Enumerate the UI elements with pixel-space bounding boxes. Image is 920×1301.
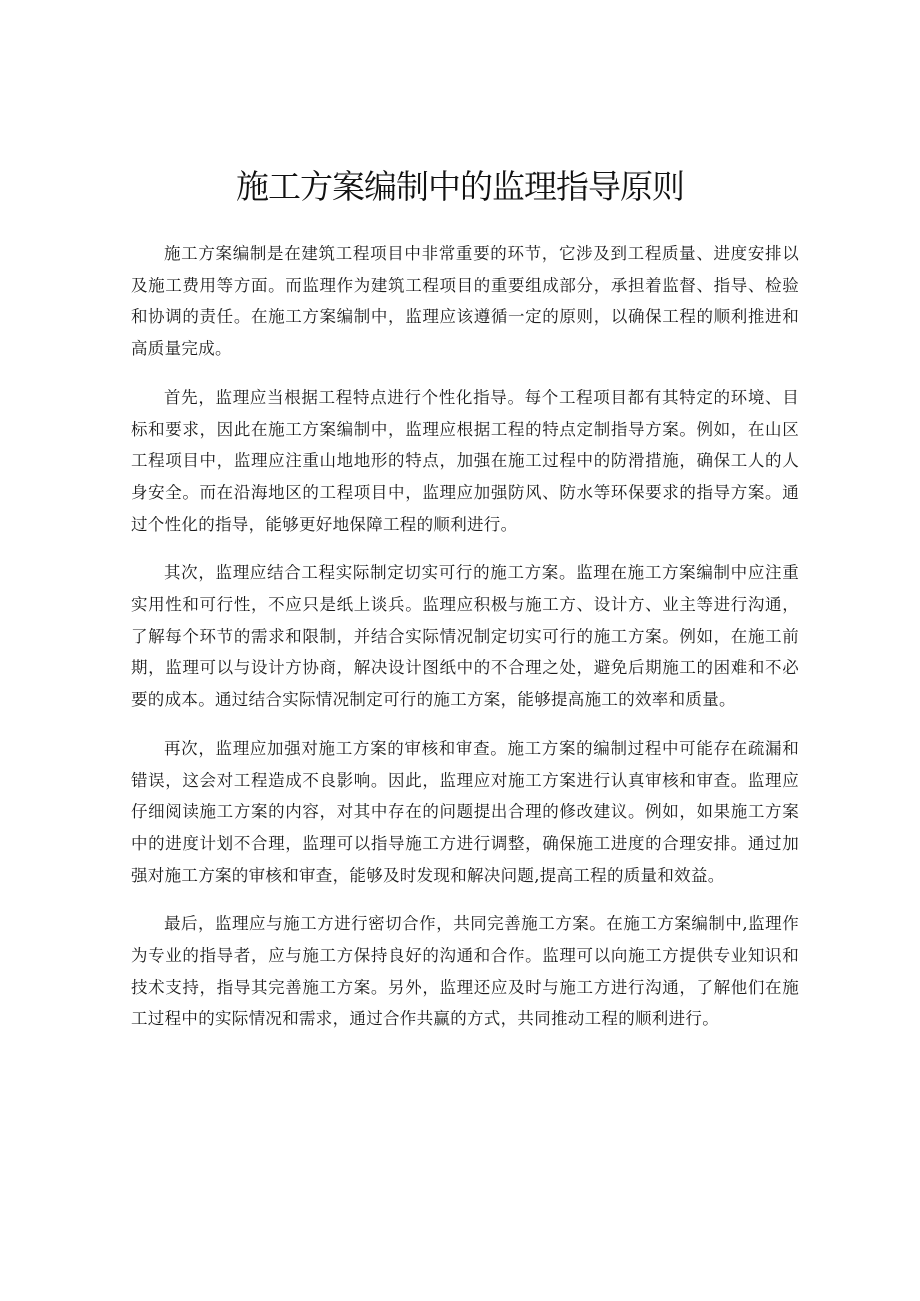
paragraph-first-principle: 首先，监理应当根据工程特点进行个性化指导。每个工程项目都有其特定的环境、目标和要求，因此在施工方案编制中，监理应根据工程的特点定制指导方案。例如，在山区工程项目中，监理应注重山地地形的特点，加强在施工过程中的防滑措施，确保工人的人身安全。而在沿海地区的工程项目中，监理应加强防风、防水等环保要求的指导方案。通过个性化的指导，能够更好地保障工程的顺利进行。 xyxy=(131,387,799,534)
paragraph-intro: 施工方案编制是在建筑工程项目中非常重要的环节，它涉及到工程质量、进度安排以及施工费用等方面。而监理作为建筑工程项目的重要组成部分，承担着监督、指导、检验和协调的责任。在施工方案编制中，监理应该遵循一定的原则，以确保工程的顺利推进和高质量完成。 xyxy=(131,244,799,359)
paragraph-second-principle: 其次，监理应结合工程实际制定切实可行的施工方案。监理在施工方案编制中应注重实用性和可行性，不应只是纸上谈兵。监理应积极与施工方、设计方、业主等进行沟通，了解每个环节的需求和限制，并结合实际情况制定切实可行的施工方案。例如，在施工前期，监理可以与设计方协商，解决设计图纸中的不合理之处，避免后期施工的困难和不必要的成本。通过结合实际情况制定可行的施工方案，能够提高施工的效率和质量。 xyxy=(131,563,799,710)
document-body xyxy=(131,238,799,1052)
document-title: 施工方案编制中的监理指导原则 xyxy=(236,167,684,206)
paragraph-third-principle: 再次，监理应加强对施工方案的审核和审查。施工方案的编制过程中可能存在疏漏和错误，这会对工程造成不良影响。因此，监理应对施工方案进行认真审核和审查。监理应仔细阅读施工方案的内容，对其中存在的问题提出合理的修改建议。例如，如果施工方案中的进度计划不合理，监理可以指导施工方进行调整，确保施工进度的合理安排。通过加强对施工方案的审核和审查，能够及时发现和解决问题,提高工程的质量和效益。 xyxy=(131,738,799,885)
paragraph-fourth-principle: 最后，监理应与施工方进行密切合作，共同完善施工方案。在施工方案编制中,监理作为专业的指导者，应与施工方保持良好的沟通和合作。监理可以向施工方提供专业知识和技术支持，指导其完善施工方案。另外，监理还应及时与施工方进行沟通，了解他们在施工过程中的实际情况和需求，通过合作共赢的方式，共同推动工程的顺利进行。 xyxy=(131,914,799,1029)
